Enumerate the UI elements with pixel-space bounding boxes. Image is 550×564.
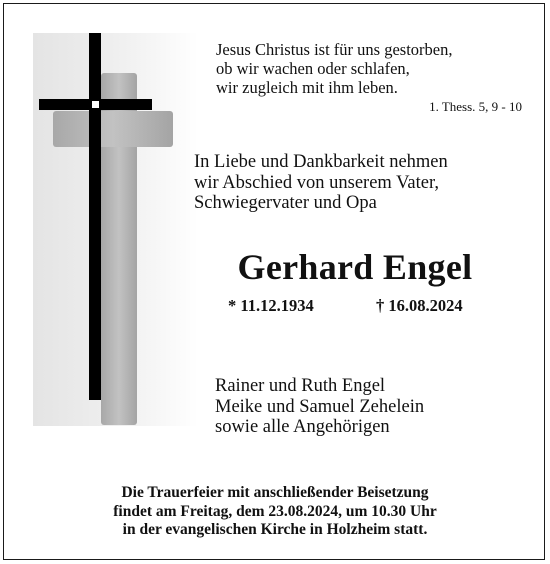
intro-line: In Liebe und Dankbarkeit nehmen xyxy=(194,152,448,172)
mourner-line: Meike und Samuel Zehelein xyxy=(215,396,425,417)
life-dates xyxy=(228,296,508,318)
bible-verse xyxy=(216,40,526,115)
shadow-cross-horizontal xyxy=(53,111,173,147)
death-date: † 16.08.2024 xyxy=(376,296,463,315)
verse-line: wir zugleich mit ihm leben. xyxy=(216,78,398,97)
mourners-list xyxy=(215,376,515,438)
funeral-service-info xyxy=(20,484,530,540)
intro-line: wir Abschied von unserem Vater, xyxy=(194,172,440,193)
verse-reference: 1. Thess. 5, 9 - 10 xyxy=(429,99,522,114)
service-line: in der evangelischen Kirche in Holzheim statt. xyxy=(122,521,428,538)
verse-line: Jesus Christus ist für uns gestorben, xyxy=(216,40,453,59)
farewell-intro xyxy=(194,152,524,214)
service-line: findet am Freitag, dem 23.08.2024, um 10.30 Uhr xyxy=(113,502,437,520)
service-line: Die Trauerfeier mit anschließender Beisetzung xyxy=(121,484,429,501)
cross-image xyxy=(33,33,198,426)
birth-date: * 11.12.1934 xyxy=(228,296,314,315)
verse-line: ob wir wachen oder schlafen, xyxy=(216,59,410,78)
cross-center-highlight xyxy=(92,101,99,108)
mourner-line: Rainer und Ruth Engel xyxy=(215,376,386,396)
black-cross-vertical xyxy=(89,33,101,400)
mourner-line: sowie alle Angehörigen xyxy=(215,417,390,437)
deceased-name: Gerhard Engel xyxy=(237,247,473,287)
intro-line: Schwiegervater und Opa xyxy=(194,193,377,213)
